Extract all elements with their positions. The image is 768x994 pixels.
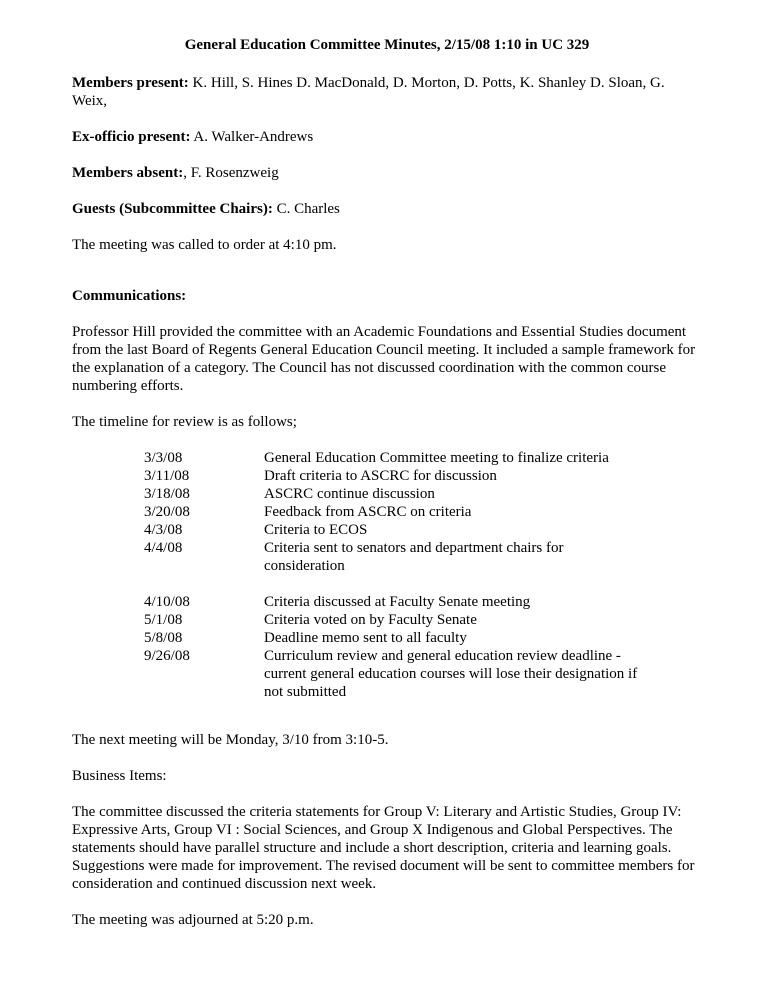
timeline-date: 4/3/08 [144, 522, 183, 538]
timeline-row [144, 521, 702, 539]
timeline-event: Feedback from ASCRC on criteria [264, 504, 472, 520]
timeline-event: Curriculum review and general education review deadline - current general education courses will lose their designation if not submitted [264, 648, 638, 700]
timeline-intro: The timeline for review is as follows; [72, 414, 297, 430]
timeline-date: 3/20/08 [144, 504, 190, 520]
members-present-label: Members present: [72, 75, 189, 91]
timeline-event: ASCRC continue discussion [264, 486, 435, 502]
next-meeting: The next meeting will be Monday, 3/10 from 3:10-5. [72, 732, 389, 748]
timeline-date: 5/8/08 [144, 630, 183, 646]
members-absent-value: , F. Rosenzweig [183, 165, 279, 181]
ex-officio-label: Ex-officio present: [72, 129, 191, 145]
timeline-row [144, 647, 702, 701]
ex-officio-value: A. Walker-Andrews [190, 129, 314, 145]
ex-officio [72, 128, 702, 146]
call-to-order: The meeting was called to order at 4:10 pm. [72, 237, 337, 253]
timeline-event: Criteria voted on by Faculty Senate [264, 612, 477, 628]
timeline-event: Criteria sent to senators and department chairs for consideration [264, 540, 564, 574]
communications-body: Professor Hill provided the committee with an Academic Foundations and Essential Studies document from the last Board of Regents General Education Council meeting. It included a sample framework for the explanation of a category. The Council has not discussed coordination with the common course numbering efforts. [72, 324, 696, 394]
timeline-event: Criteria discussed at Faculty Senate meeting [264, 594, 531, 610]
guests-value: C. Charles [272, 201, 340, 217]
timeline-row [144, 593, 702, 611]
page-title: General Education Committee Minutes, 2/15/08 1:10 in UC 329 [184, 37, 590, 53]
timeline-date: 3/3/08 [144, 450, 183, 466]
timeline-row [144, 611, 702, 629]
timeline-row [144, 629, 702, 647]
timeline-row [144, 503, 702, 521]
business-heading: Business Items: [72, 768, 167, 784]
timeline-event: Draft criteria to ASCRC for discussion [264, 468, 497, 484]
minutes-page [72, 36, 702, 947]
timeline-date: 9/26/08 [144, 648, 190, 664]
members-present-value: K. Hill, S. Hines D. MacDonald, D. Morton, D. Potts, K. Shanley D. Sloan, G. Weix, [72, 75, 665, 109]
timeline-date: 3/11/08 [144, 468, 190, 484]
communications-heading: Communications: [72, 288, 187, 304]
members-absent [72, 164, 702, 182]
timeline-row [144, 449, 702, 467]
members-absent-label: Members absent: [72, 165, 184, 181]
guests [72, 200, 702, 218]
timeline-date: 4/4/08 [144, 540, 183, 556]
timeline-event: Deadline memo sent to all faculty [264, 630, 467, 646]
guests-label: Guests (Subcommittee Chairs): [72, 201, 273, 217]
adjourned: The meeting was adjourned at 5:20 p.m. [72, 912, 314, 928]
members-present [72, 74, 702, 110]
timeline-row [144, 467, 702, 485]
timeline-row [144, 539, 702, 575]
timeline-date: 3/18/08 [144, 486, 190, 502]
timeline-date: 5/1/08 [144, 612, 183, 628]
timeline-date: 4/10/08 [144, 594, 190, 610]
timeline-row [144, 485, 702, 503]
business-body: The committee discussed the criteria statements for Group V: Literary and Artistic Studies, Group IV: Expressive Arts, Group VI : Social Sciences, and Group X Indigenous and Global Perspectives. The statements should have parallel structure and include a short description, criteria and learning goals. Suggestions were made for improvement. The revised document will be sent to committee members for consideration and continued discussion next week. [72, 804, 695, 892]
timeline-table [144, 449, 702, 701]
timeline-event: General Education Committee meeting to finalize criteria [264, 450, 609, 466]
timeline-event: Criteria to ECOS [264, 522, 368, 538]
